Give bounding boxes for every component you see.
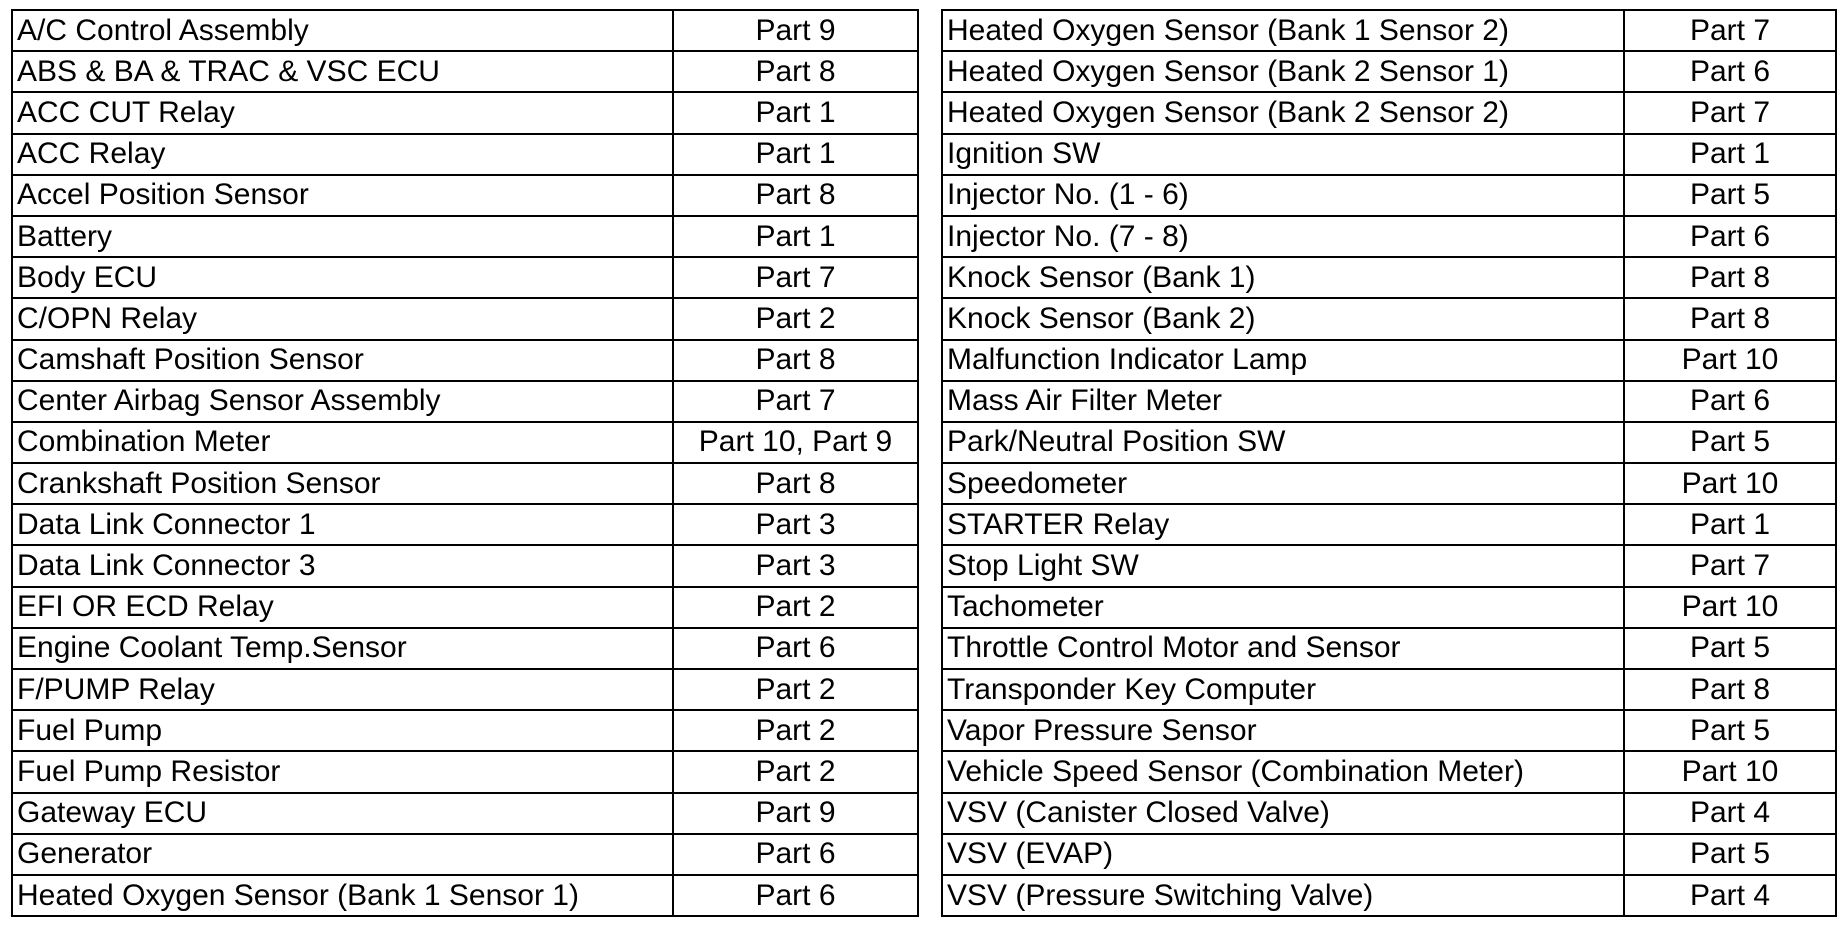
table-row bbox=[942, 793, 1836, 834]
table-row bbox=[942, 257, 1836, 298]
component-name-cell: Ignition SW bbox=[942, 134, 1624, 175]
table-body bbox=[942, 10, 1836, 916]
part-reference-cell: Part 6 bbox=[673, 628, 918, 669]
part-reference-cell: Part 1 bbox=[673, 216, 918, 257]
component-name-cell: Speedometer bbox=[942, 463, 1624, 504]
part-reference-cell: Part 8 bbox=[1624, 298, 1836, 339]
component-name-cell: ACC CUT Relay bbox=[12, 92, 673, 133]
table-row bbox=[942, 10, 1836, 51]
component-name-cell: Data Link Connector 3 bbox=[12, 545, 673, 586]
table-row bbox=[12, 793, 918, 834]
part-reference-cell: Part 2 bbox=[673, 298, 918, 339]
table-row bbox=[942, 92, 1836, 133]
part-reference-cell: Part 2 bbox=[673, 751, 918, 792]
table-row bbox=[942, 340, 1836, 381]
component-name-cell: Engine Coolant Temp.Sensor bbox=[12, 628, 673, 669]
part-reference-cell: Part 8 bbox=[673, 463, 918, 504]
table-row bbox=[12, 257, 918, 298]
table-row bbox=[12, 298, 918, 339]
part-reference-cell: Part 10 bbox=[1624, 751, 1836, 792]
component-name-cell: VSV (Canister Closed Valve) bbox=[942, 793, 1624, 834]
table-row bbox=[12, 175, 918, 216]
component-name-cell: EFI OR ECD Relay bbox=[12, 587, 673, 628]
part-reference-cell: Part 10 bbox=[1624, 587, 1836, 628]
table-row bbox=[12, 134, 918, 175]
part-reference-cell: Part 8 bbox=[1624, 257, 1836, 298]
component-name-cell: Transponder Key Computer bbox=[942, 669, 1624, 710]
part-reference-cell: Part 6 bbox=[1624, 381, 1836, 422]
component-name-cell: Heated Oxygen Sensor (Bank 2 Sensor 2) bbox=[942, 92, 1624, 133]
part-reference-cell: Part 6 bbox=[673, 875, 918, 916]
table-row bbox=[942, 298, 1836, 339]
part-reference-cell: Part 7 bbox=[673, 257, 918, 298]
table-row bbox=[942, 381, 1836, 422]
part-reference-cell: Part 6 bbox=[1624, 51, 1836, 92]
component-name-cell: Heated Oxygen Sensor (Bank 1 Sensor 1) bbox=[12, 875, 673, 916]
part-reference-cell: Part 7 bbox=[673, 381, 918, 422]
component-name-cell: Camshaft Position Sensor bbox=[12, 340, 673, 381]
table-row bbox=[942, 51, 1836, 92]
part-reference-cell: Part 7 bbox=[1624, 10, 1836, 51]
part-reference-cell: Part 2 bbox=[673, 710, 918, 751]
part-reference-cell: Part 10 bbox=[1624, 340, 1836, 381]
table-row bbox=[12, 10, 918, 51]
table-row bbox=[942, 669, 1836, 710]
table-row bbox=[12, 216, 918, 257]
table-row bbox=[12, 834, 918, 875]
table-row bbox=[942, 175, 1836, 216]
component-index-table-left bbox=[11, 9, 919, 917]
table-row bbox=[12, 504, 918, 545]
table-row bbox=[12, 751, 918, 792]
table-row bbox=[12, 381, 918, 422]
component-name-cell: Knock Sensor (Bank 1) bbox=[942, 257, 1624, 298]
component-name-cell: Crankshaft Position Sensor bbox=[12, 463, 673, 504]
component-name-cell: Heated Oxygen Sensor (Bank 1 Sensor 2) bbox=[942, 10, 1624, 51]
table-row bbox=[12, 340, 918, 381]
component-name-cell: Tachometer bbox=[942, 587, 1624, 628]
part-reference-cell: Part 5 bbox=[1624, 834, 1836, 875]
table-row bbox=[942, 545, 1836, 586]
part-reference-cell: Part 5 bbox=[1624, 422, 1836, 463]
part-reference-cell: Part 5 bbox=[1624, 175, 1836, 216]
component-name-cell: Stop Light SW bbox=[942, 545, 1624, 586]
table-row bbox=[942, 587, 1836, 628]
part-reference-cell: Part 8 bbox=[1624, 669, 1836, 710]
part-reference-cell: Part 10, Part 9 bbox=[673, 422, 918, 463]
component-name-cell: Data Link Connector 1 bbox=[12, 504, 673, 545]
component-name-cell: VSV (EVAP) bbox=[942, 834, 1624, 875]
part-reference-cell: Part 6 bbox=[1624, 216, 1836, 257]
component-name-cell: A/C Control Assembly bbox=[12, 10, 673, 51]
component-name-cell: Body ECU bbox=[12, 257, 673, 298]
table-row bbox=[12, 587, 918, 628]
table-row bbox=[942, 134, 1836, 175]
component-name-cell: Malfunction Indicator Lamp bbox=[942, 340, 1624, 381]
component-name-cell: Fuel Pump Resistor bbox=[12, 751, 673, 792]
table-row bbox=[942, 628, 1836, 669]
part-reference-cell: Part 1 bbox=[673, 92, 918, 133]
component-name-cell: Accel Position Sensor bbox=[12, 175, 673, 216]
component-name-cell: Knock Sensor (Bank 2) bbox=[942, 298, 1624, 339]
part-reference-cell: Part 2 bbox=[673, 587, 918, 628]
part-reference-cell: Part 2 bbox=[673, 669, 918, 710]
component-name-cell: Mass Air Filter Meter bbox=[942, 381, 1624, 422]
component-index-table-right bbox=[941, 9, 1837, 917]
part-reference-cell: Part 3 bbox=[673, 504, 918, 545]
component-name-cell: Heated Oxygen Sensor (Bank 2 Sensor 1) bbox=[942, 51, 1624, 92]
table-row bbox=[942, 463, 1836, 504]
component-name-cell: ACC Relay bbox=[12, 134, 673, 175]
part-reference-cell: Part 3 bbox=[673, 545, 918, 586]
table-row bbox=[12, 628, 918, 669]
part-reference-cell: Part 5 bbox=[1624, 628, 1836, 669]
part-reference-cell: Part 1 bbox=[1624, 504, 1836, 545]
part-reference-cell: Part 8 bbox=[673, 51, 918, 92]
component-name-cell: Vehicle Speed Sensor (Combination Meter) bbox=[942, 751, 1624, 792]
part-reference-cell: Part 10 bbox=[1624, 463, 1836, 504]
table-row bbox=[12, 875, 918, 916]
part-reference-cell: Part 8 bbox=[673, 340, 918, 381]
part-reference-cell: Part 9 bbox=[673, 10, 918, 51]
part-reference-cell: Part 4 bbox=[1624, 875, 1836, 916]
table-row bbox=[12, 710, 918, 751]
table-row bbox=[12, 545, 918, 586]
component-name-cell: Injector No. (7 - 8) bbox=[942, 216, 1624, 257]
part-reference-cell: Part 4 bbox=[1624, 793, 1836, 834]
table-row bbox=[12, 51, 918, 92]
component-name-cell: Vapor Pressure Sensor bbox=[942, 710, 1624, 751]
table-row bbox=[12, 669, 918, 710]
component-name-cell: ABS & BA & TRAC & VSC ECU bbox=[12, 51, 673, 92]
part-reference-cell: Part 7 bbox=[1624, 92, 1836, 133]
part-reference-cell: Part 9 bbox=[673, 793, 918, 834]
table-body bbox=[12, 10, 918, 916]
component-name-cell: Fuel Pump bbox=[12, 710, 673, 751]
component-name-cell: Throttle Control Motor and Sensor bbox=[942, 628, 1624, 669]
table-row bbox=[12, 463, 918, 504]
table-row bbox=[12, 92, 918, 133]
table-row bbox=[942, 834, 1836, 875]
component-name-cell: Gateway ECU bbox=[12, 793, 673, 834]
table-row bbox=[12, 422, 918, 463]
part-reference-cell: Part 7 bbox=[1624, 545, 1836, 586]
part-reference-cell: Part 1 bbox=[1624, 134, 1836, 175]
part-reference-cell: Part 6 bbox=[673, 834, 918, 875]
table-row bbox=[942, 710, 1836, 751]
table-row bbox=[942, 422, 1836, 463]
component-name-cell: F/PUMP Relay bbox=[12, 669, 673, 710]
table-row bbox=[942, 216, 1836, 257]
component-name-cell: C/OPN Relay bbox=[12, 298, 673, 339]
component-name-cell: Battery bbox=[12, 216, 673, 257]
component-name-cell: STARTER Relay bbox=[942, 504, 1624, 545]
table-row bbox=[942, 751, 1836, 792]
component-name-cell: Park/Neutral Position SW bbox=[942, 422, 1624, 463]
table-row bbox=[942, 504, 1836, 545]
part-reference-cell: Part 8 bbox=[673, 175, 918, 216]
component-name-cell: Center Airbag Sensor Assembly bbox=[12, 381, 673, 422]
component-name-cell: VSV (Pressure Switching Valve) bbox=[942, 875, 1624, 916]
component-name-cell: Combination Meter bbox=[12, 422, 673, 463]
part-reference-cell: Part 1 bbox=[673, 134, 918, 175]
component-name-cell: Injector No. (1 - 6) bbox=[942, 175, 1624, 216]
component-name-cell: Generator bbox=[12, 834, 673, 875]
part-reference-cell: Part 5 bbox=[1624, 710, 1836, 751]
table-row bbox=[942, 875, 1836, 916]
